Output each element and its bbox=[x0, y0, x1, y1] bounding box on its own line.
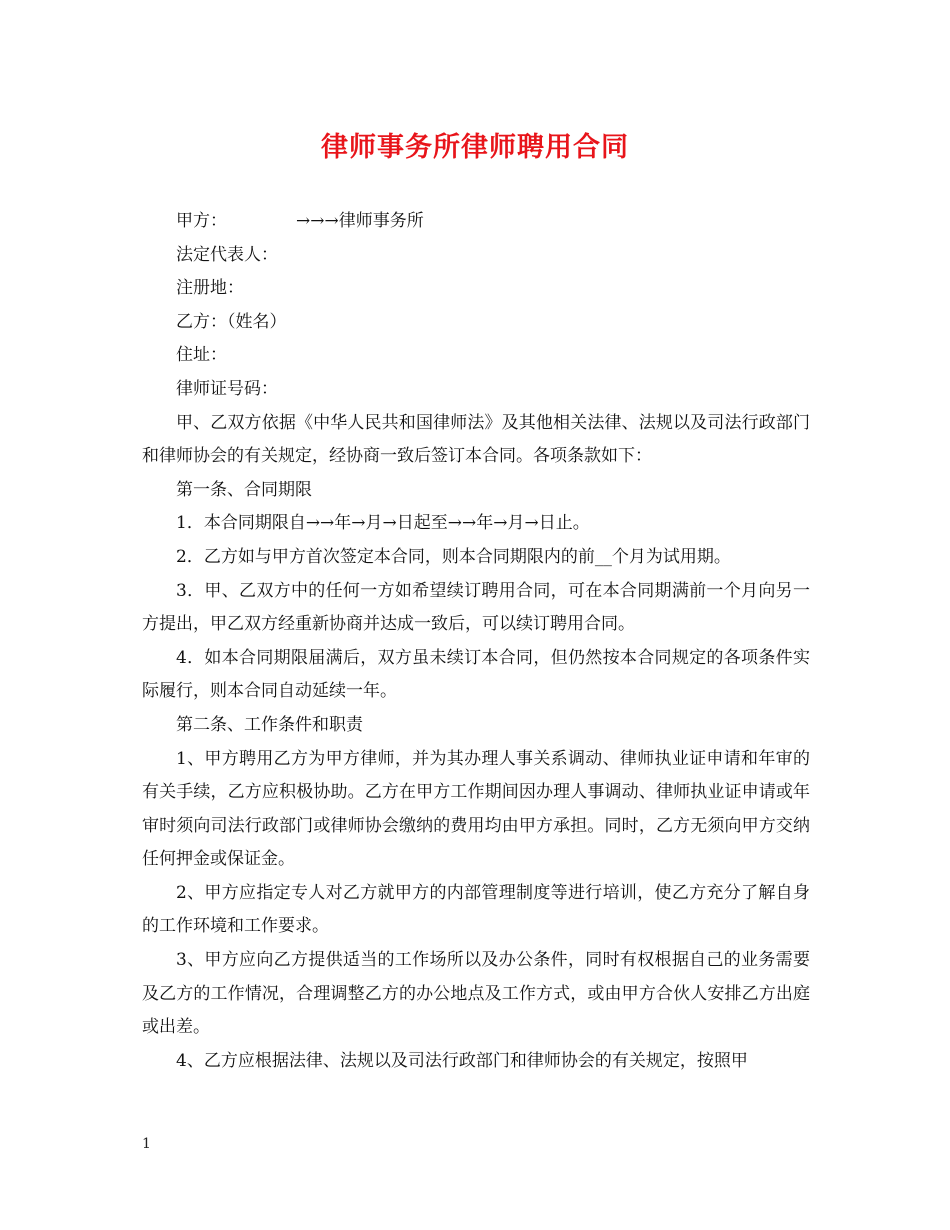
article-1-clause-4: 4．如本合同期限届满后，双方虽未续订本合同，但仍然按本合同规定的各项条件实际履行，则本合同自动延续一年。 bbox=[142, 647, 810, 702]
article-2-clause-3: 3、甲方应向乙方提供适当的工作场所以及办公条件，同时有权根据自己的业务需要及乙方的工作情况，合理调整乙方的办公地点及工作方式，或由甲方合伙人安排乙方出庭或出差。 bbox=[142, 950, 810, 1038]
party-a-value: →→→律师事务所 bbox=[296, 211, 424, 231]
article-2-clause-2: 2、甲方应指定专人对乙方就甲方的内部管理制度等进行培训，使乙方充分了解自身的工作环境和工作要求。 bbox=[142, 882, 810, 937]
page-number: 1 bbox=[142, 1136, 151, 1152]
article-2-clause-4: 4、乙方应根据法律、法规以及司法行政部门和律师协会的有关规定，按照甲 bbox=[176, 1050, 748, 1071]
party-a-label: 甲方： bbox=[176, 211, 227, 231]
party-a-line bbox=[142, 205, 810, 239]
document-title: 律师事务所律师聘用合同 bbox=[321, 132, 629, 163]
article-1-clause-3: 3．甲、乙双方中的任何一方如希望续订聘用合同，可在本合同期满前一个月向另一方提出，甲乙双方经重新协商并达成一致后，可以续订聘用合同。 bbox=[142, 580, 810, 635]
article-1-heading: 第一条、合同期限 bbox=[176, 479, 312, 500]
article-1-clause-2: 2．乙方如与甲方首次签定本合同，则本合同期限内的前__个月为试用期。 bbox=[176, 546, 731, 567]
preamble-paragraph: 甲、乙双方依据《中华人民共和国律师法》及其他相关法律、法规以及司法行政部门和律师协会的有关规定，经协商一致后签订本合同。各项条款如下： bbox=[142, 412, 810, 467]
address-line: 住址： bbox=[176, 345, 227, 366]
document-body bbox=[142, 205, 810, 1078]
license-number-line: 律师证号码： bbox=[176, 378, 278, 399]
article-2-clause-1: 1、甲方聘用乙方为甲方律师，并为其办理人事关系调动、律师执业证申请和年审的有关手续，乙方应积极协助。乙方在甲方工作期间因办理人事调动、律师执业证申请或年审时须向司法行政部门或律师协会缴纳的费用均由甲方承担。同时，乙方无须向甲方交纳任何押金或保证金。 bbox=[142, 748, 810, 870]
party-b-line: 乙方：（姓名） bbox=[176, 311, 287, 332]
article-1-clause-1: 1．本合同期限自→→年→月→日起至→→年→月→日止。 bbox=[176, 513, 590, 534]
registered-address-line: 注册地： bbox=[176, 278, 244, 299]
article-2-heading: 第二条、工作条件和职责 bbox=[176, 714, 363, 735]
legal-representative-line: 法定代表人： bbox=[176, 244, 278, 265]
